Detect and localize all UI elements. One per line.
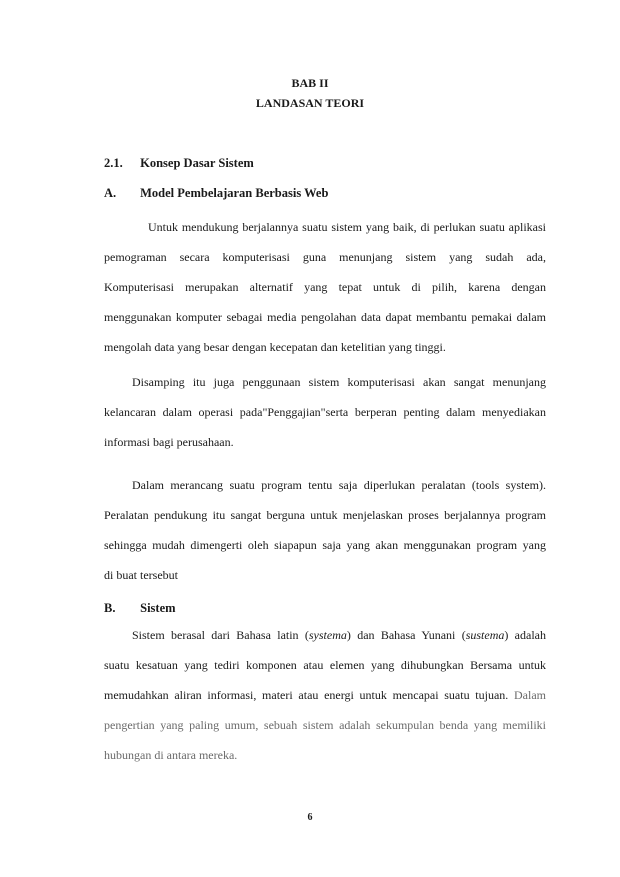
paragraph-4-line: pengertian yang paling umum, sebuah sistem adalah sekumpulan benda yang memiliki — [104, 718, 546, 732]
text-run: memudahkan aliran informasi, materi atau energi untuk mencapai suatu tujuan. — [104, 688, 509, 702]
chapter-title: LANDASAN TEORI — [255, 96, 365, 110]
paragraph-4-line: hubungan di antara mereka. — [104, 748, 238, 762]
paragraph-1 — [104, 212, 546, 362]
italic-term: sustema — [465, 628, 505, 642]
paragraph-4-line: suatu kesatuan yang tediri komponen atau elemen yang dihubungkan Bersama untuk — [104, 658, 546, 672]
subsection-a-title: Model Pembelajaran Berbasis Web — [140, 186, 329, 200]
paragraph-4-line — [104, 680, 546, 710]
gray-text-run: Dalam — [508, 688, 546, 702]
text-run: ) dan Bahasa Yunani ( — [346, 628, 466, 642]
paragraph-4-line — [104, 620, 546, 650]
paragraph-3-line: sehingga mudah dimengerti oleh siapapun saja yang akan menggunakan program yang — [104, 538, 546, 552]
text-run: ) adalah — [504, 628, 546, 642]
paragraph-2 — [104, 367, 546, 457]
paragraph-3-line: Dalam merancang suatu program tentu saja diperlukan peralatan (tools system). — [132, 478, 546, 492]
paragraph-4 — [104, 620, 546, 770]
subsection-a-letter: A. — [104, 186, 117, 200]
text-run: Sistem berasal dari Bahasa latin ( — [132, 628, 309, 642]
paragraph-3 — [104, 470, 546, 590]
section-heading — [104, 156, 254, 171]
section-title: Konsep Dasar Sistem — [140, 156, 254, 170]
paragraph-3-line: di buat tersebut — [104, 568, 178, 582]
paragraph-2-line: Disamping itu juga penggunaan sistem komputerisasi akan sangat menunjang — [132, 375, 546, 389]
paragraph-2-line: informasi bagi perusahaan. — [104, 435, 234, 449]
paragraph-1-line: mengolah data yang besar dengan kecepatan dan ketelitian yang tinggi. — [104, 340, 446, 354]
paragraph-1-line: Untuk mendukung berjalannya suatu sistem yang baik, di perlukan suatu aplikasi — [148, 220, 546, 234]
paragraph-1-line: pemograman secara komputerisasi guna menunjang sistem yang sudah ada, — [104, 250, 546, 264]
chapter-label: BAB II — [291, 76, 329, 90]
paragraph-2-line: kelancaran dalam operasi pada"Penggajian"serta berperan penting dalam menyediakan — [104, 405, 546, 419]
subsection-a-heading — [104, 186, 328, 201]
subsection-b-letter: B. — [104, 601, 116, 615]
subsection-b-title: Sistem — [140, 601, 176, 615]
paragraph-1-line: Komputerisasi merupakan alternatif yang tepat untuk di pilih, karena dengan — [104, 280, 546, 294]
paragraph-3-line: Peralatan pendukung itu sangat berguna untuk menjelaskan proses berjalannya program — [104, 508, 546, 522]
subsection-b-heading — [104, 601, 176, 616]
paragraph-1-line: menggunakan komputer sebagai media pengolahan data dapat membantu pemakai dalam — [104, 310, 546, 324]
section-number: 2.1. — [104, 156, 123, 170]
page-number: 6 — [307, 812, 313, 823]
italic-term: systema — [308, 628, 347, 642]
